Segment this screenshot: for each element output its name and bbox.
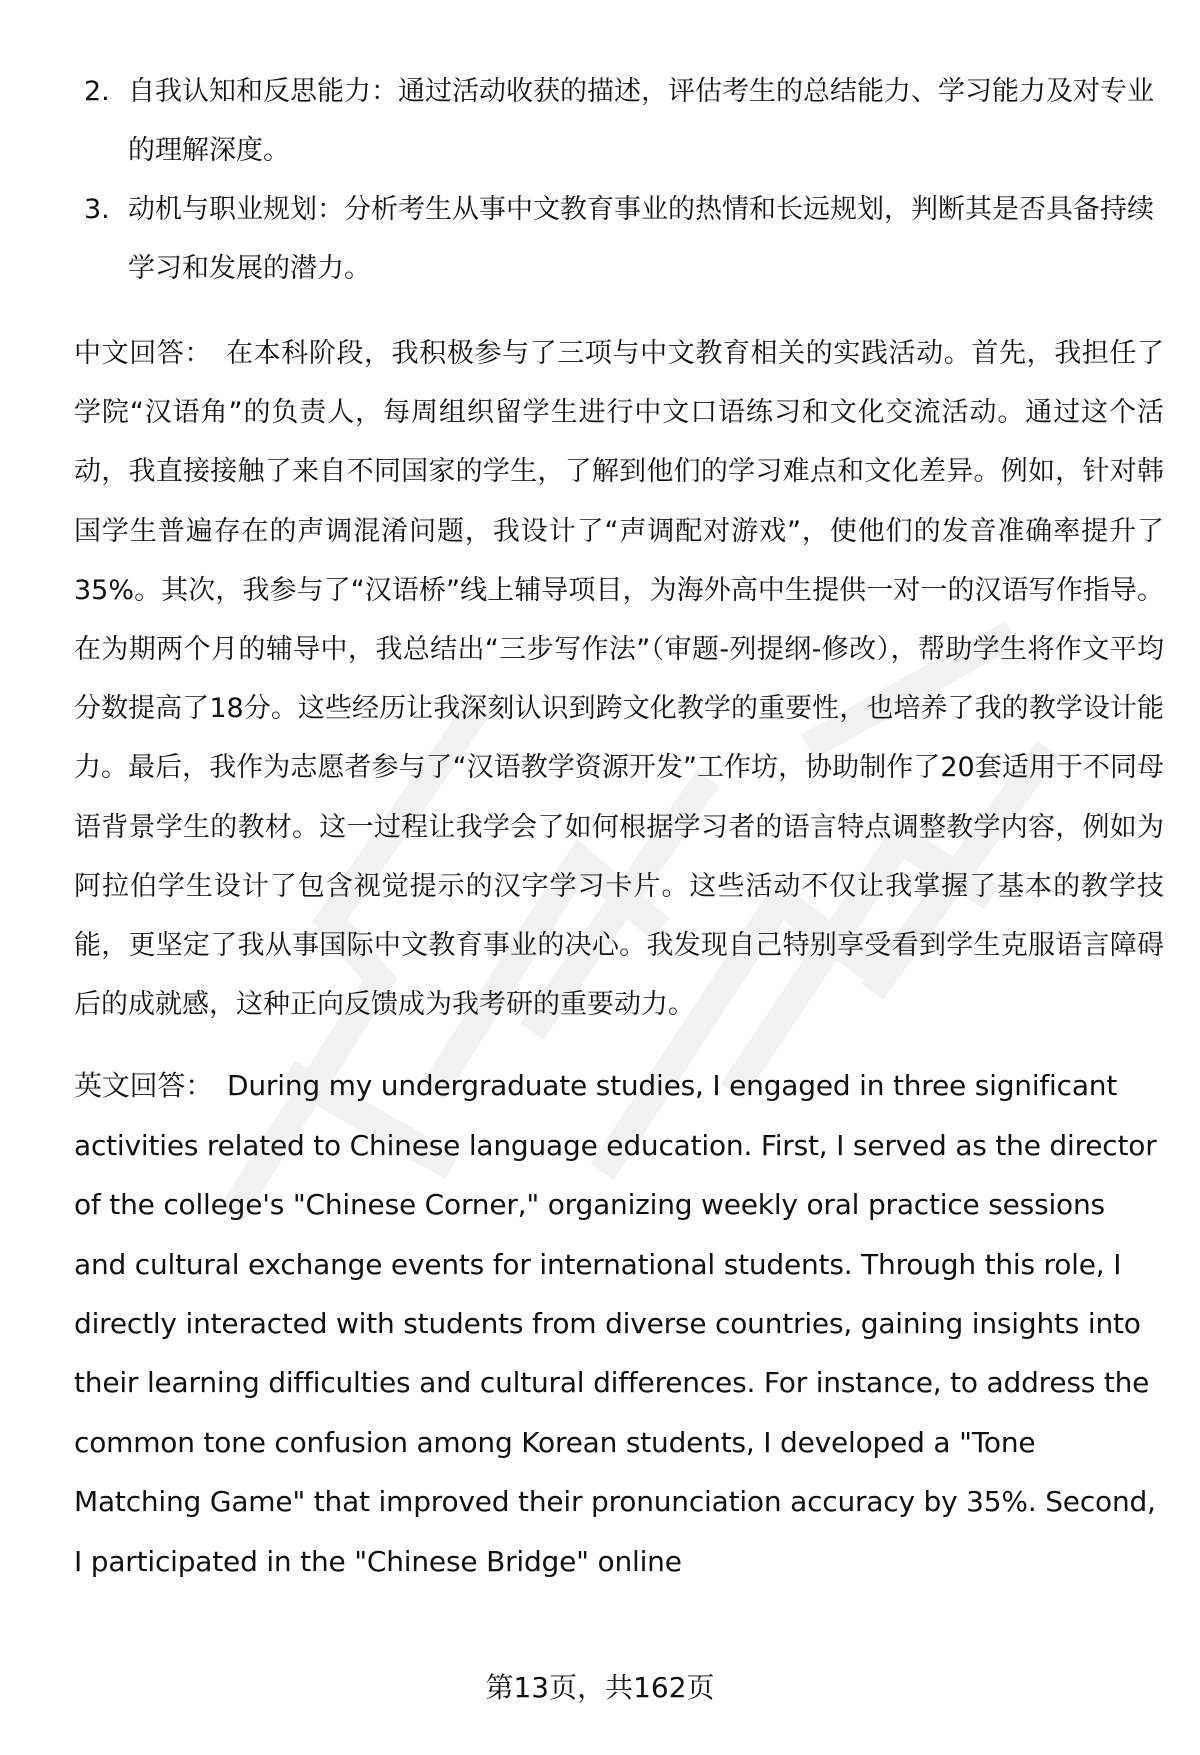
criteria-number: 3. <box>84 194 110 225</box>
criteria-text: 动机与职业规划：分析考生从事中文教育事业的热情和长远规划，判断其是否具备持续学习和发展的潜力。 <box>128 194 1154 284</box>
criteria-item <box>74 62 1164 180</box>
criteria-item <box>74 180 1164 298</box>
english-answer-label: 英文回答： <box>74 1069 214 1103</box>
criteria-text: 自我认知和反思能力：通过活动收获的描述，评估考生的总结能力、学习能力及对专业的理解深度。 <box>128 76 1154 166</box>
document-body <box>74 62 1164 1591</box>
evaluation-criteria-list <box>74 62 1164 298</box>
page-number-footer: 第13页，共162页 <box>485 1671 715 1704</box>
chinese-answer-text: 在本科阶段，我积极参与了三项与中文教育相关的实践活动。首先，我担任了学院“汉语角”的负责人，每周组织留学生进行中文口语练习和文化交流活动。通过这个活动，我直接接触了来自不同国家的学生，了解到他们的学习难点和文化差异。例如，针对韩国学生普遍存在的声调混淆问题，我设计了“声调配对游戏”，使他们的发音准确率提升了35%。其次，我参与了“汉语桥”线上辅导项目，为海外高中生提供一对一的汉语写作指导。在为期两个月的辅导中，我总结出“三步写作法”（审题-列提纲-修改），帮助学生将作文平均分数提高了18分。这些经历让我深刻认识到跨文化教学的重要性，也培养了我的教学设计能力。最后，我作为志愿者参与了“汉语教学资源开发”工作坊，协助制作了20套适用于不同母语背景学生的教材。这一过程让我学会了如何根据学习者的语言特点调整教学内容，例如为阿拉伯学生设计了包含视觉提示的汉字学习卡片。这些活动不仅让我掌握了基本的教学技能，更坚定了我从事国际中文教育事业的决心。我发现自己特别享受看到学生克服语言障碍后的成就感，这种正向反馈成为我考研的重要动力。 <box>74 338 1165 1021</box>
criteria-number: 2. <box>84 76 110 107</box>
english-answer-paragraph <box>74 1056 1164 1591</box>
english-answer-text: During my undergraduate studies, I engaged in three significant activities related to Chinese language education. First, I served as the director of the college's "Chinese Corner," organizing weekly oral practice sessions and cultural exchange events for international students. Through this role, I directly interacted with students from diverse countries, gaining insights into their learning difficulties and cultural differences. For instance, to address the common tone confusion among Korean students, I developed a "Tone Matching Game" that improved their pronunciation accuracy by 35%. Second, I participated in the "Chinese Bridge" online <box>74 1069 1157 1578</box>
chinese-answer-label: 中文回答： <box>74 338 213 369</box>
chinese-answer-paragraph <box>74 324 1164 1034</box>
